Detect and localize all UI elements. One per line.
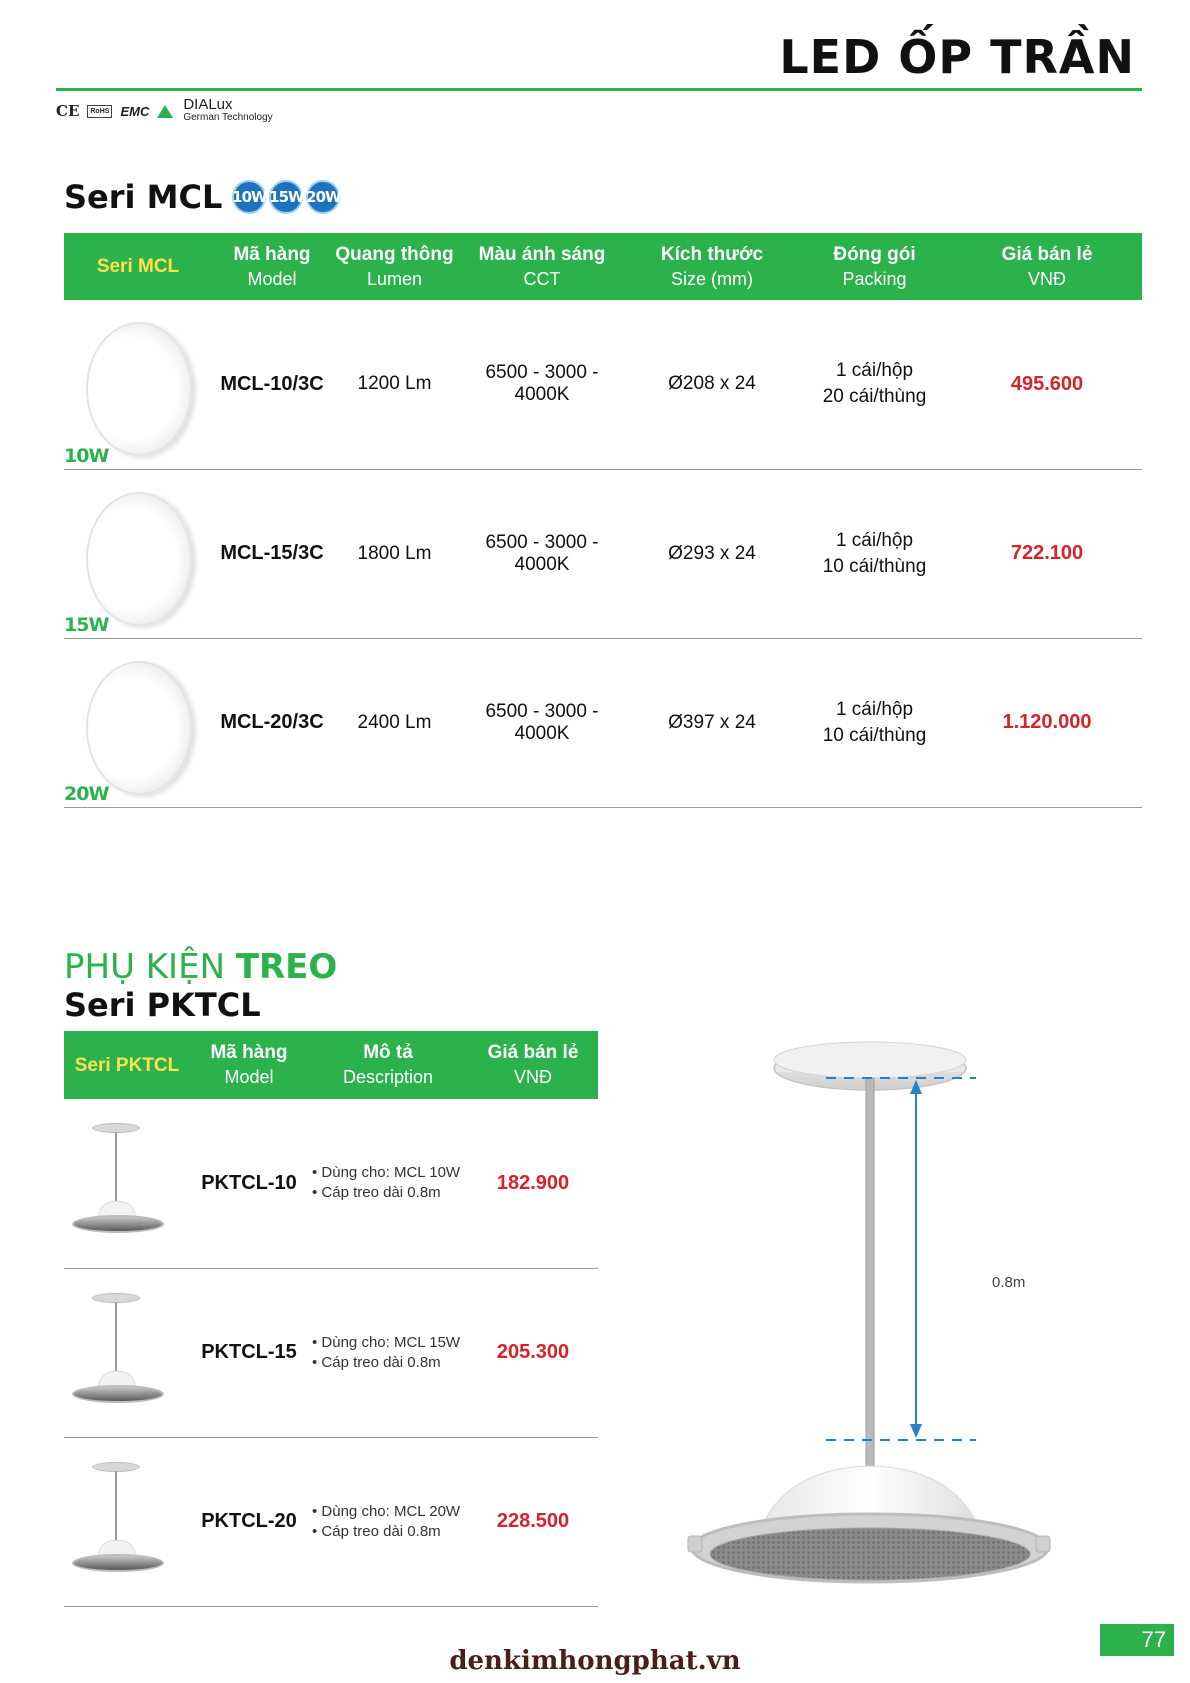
col-header-cct: Màu ánh sáng CCT — [478, 243, 606, 289]
warning-triangle-icon — [157, 105, 173, 118]
packing-cell: 1 cái/hộp 20 cái/thùng — [822, 360, 927, 408]
watt-badges — [232, 180, 340, 214]
watt-badge-15: 15W — [269, 180, 303, 214]
pendant-kit-image — [70, 1123, 166, 1241]
col-header-price: Giá bán lẻ VNĐ — [487, 1042, 579, 1087]
col-header-packing: Đóng gói Packing — [833, 243, 916, 289]
cct-cell: 6500 - 3000 - 4000K — [485, 531, 599, 575]
title-divider — [56, 88, 1142, 91]
product-image-cell — [64, 300, 212, 469]
dimension-label: 0.8m — [992, 1274, 1026, 1291]
col-header-series: Seri MCL — [96, 256, 180, 277]
ce-mark-icon: CE — [56, 102, 80, 120]
product-image-cell — [64, 469, 212, 638]
dialux-logo — [183, 98, 272, 124]
pendant-kit-image — [70, 1462, 166, 1580]
page-title: LED ỐP TRẦN — [779, 30, 1135, 84]
pktcl-table-header — [64, 1031, 598, 1099]
col-header-price: Giá bán lẻ VNĐ — [1001, 243, 1093, 289]
price-cell: 722.100 — [1010, 542, 1084, 564]
lumen-cell: 1200 Lm — [357, 373, 432, 395]
size-cell: Ø293 x 24 — [668, 542, 756, 564]
accessory-heading-bold: TREO — [235, 947, 338, 987]
ceiling-panel-image — [86, 492, 192, 626]
lamp-diffuser — [710, 1528, 1030, 1580]
lumen-cell: 2400 Lm — [357, 711, 432, 733]
price-cell: 182.900 — [496, 1171, 570, 1194]
mcl-price-table — [64, 233, 1142, 808]
page-number: 77 — [1100, 1624, 1174, 1656]
col-header-series: Seri PKTCL — [74, 1054, 180, 1076]
watt-label: 20W — [64, 782, 109, 805]
product-image-cell — [64, 638, 212, 807]
accessory-subheading: Seri PKTCL — [64, 986, 261, 1024]
rohs-mark-icon: RoHS — [87, 105, 112, 118]
price-cell: 1.120.000 — [1002, 711, 1092, 733]
emc-mark-icon: EMC — [120, 103, 150, 119]
col-header-description: Mô tả Description — [342, 1042, 434, 1087]
watt-label: 10W — [64, 444, 109, 467]
mcl-heading-text: Seri MCL — [64, 178, 223, 216]
col-header-model: Mã hàng Model — [233, 243, 311, 289]
model-cell: MCL-20/3C — [220, 711, 324, 733]
description-cell: • Dùng cho: MCL 10W • Cáp treo dài 0.8m — [312, 1164, 461, 1202]
watt-badge-10: 10W — [232, 180, 266, 214]
col-header-lumen: Quang thông Lumen — [335, 243, 454, 289]
table-row — [64, 1437, 598, 1606]
accessory-heading-line — [64, 948, 337, 986]
certification-logos — [56, 98, 273, 124]
model-cell: PKTCL-20 — [201, 1510, 297, 1532]
packing-cell: 1 cái/hộp 10 cái/thùng — [822, 529, 927, 577]
lumen-cell: 1800 Lm — [357, 542, 432, 564]
col-header-model: Mã hàng Model — [210, 1042, 288, 1087]
mcl-table-header — [64, 233, 1142, 300]
description-cell: • Dùng cho: MCL 20W • Cáp treo dài 0.8m — [312, 1502, 461, 1540]
packing-cell: 1 cái/hộp 10 cái/thùng — [822, 698, 927, 746]
watt-label: 15W — [64, 613, 109, 636]
table-row — [64, 638, 1142, 807]
suspension-rod — [866, 1078, 874, 1506]
col-header-size: Kích thước Size (mm) — [660, 243, 764, 289]
size-cell: Ø397 x 24 — [668, 711, 756, 733]
accessory-heading-prefix: PHỤ KIỆN — [64, 947, 236, 987]
table-row — [64, 1099, 598, 1268]
ceiling-panel-image — [86, 661, 192, 795]
size-cell: Ø208 x 24 — [668, 373, 756, 395]
model-cell: MCL-10/3C — [220, 372, 324, 395]
dialux-subtitle: German Technology — [183, 112, 273, 123]
watt-badge-20: 20W — [306, 180, 340, 214]
price-cell: 495.600 — [1010, 372, 1084, 395]
cct-cell: 6500 - 3000 - 4000K — [485, 700, 599, 744]
model-cell: MCL-15/3C — [220, 542, 324, 564]
pendant-dimension-illustration — [676, 1040, 1076, 1600]
table-row — [64, 469, 1142, 638]
pendant-kit-image — [70, 1293, 166, 1411]
dialux-name: DIALux — [183, 96, 233, 113]
description-cell: • Dùng cho: MCL 15W • Cáp treo dài 0.8m — [312, 1333, 461, 1371]
accessory-image-cell — [64, 1268, 190, 1437]
model-cell: PKTCL-10 — [201, 1171, 297, 1194]
table-row — [64, 1268, 598, 1437]
cct-cell: 6500 - 3000 - 4000K — [485, 362, 599, 406]
footer-website: denkimhongphat.vn — [449, 1646, 741, 1676]
model-cell: PKTCL-15 — [201, 1341, 297, 1363]
accessory-section-heading — [64, 948, 337, 1024]
table-row — [64, 300, 1142, 469]
pktcl-price-table — [64, 1031, 598, 1607]
price-cell: 205.300 — [496, 1341, 570, 1363]
ceiling-panel-image — [86, 322, 192, 456]
mcl-section-heading — [64, 178, 340, 216]
accessory-image-cell — [64, 1437, 190, 1606]
price-cell: 228.500 — [496, 1510, 570, 1532]
accessory-image-cell — [64, 1099, 190, 1268]
